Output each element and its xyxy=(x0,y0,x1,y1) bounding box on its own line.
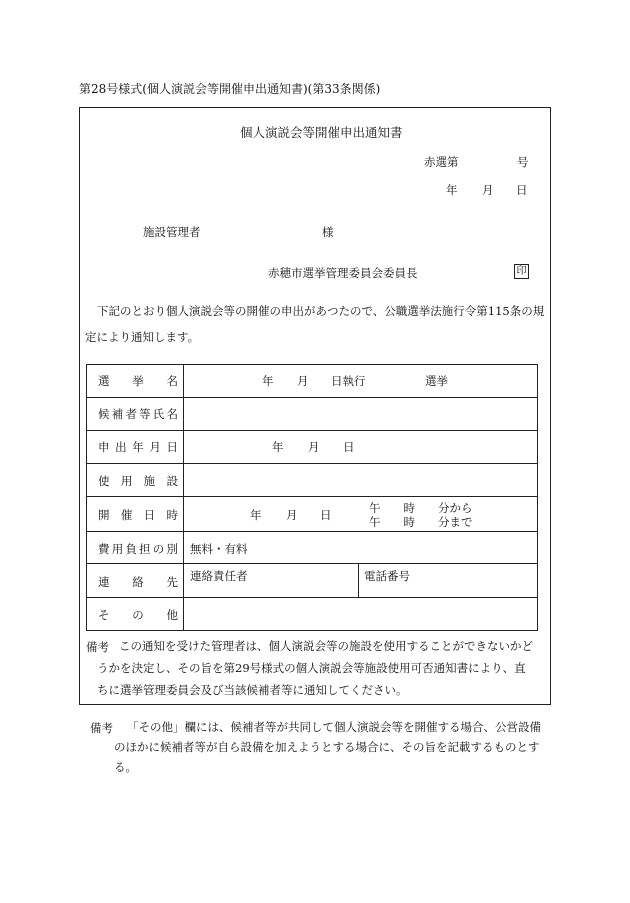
contact-person-label: 連絡責任者 xyxy=(190,569,248,583)
inner-note-line-2: うかを決定し、その旨を第29号様式の個人演説会等施設使用可否通知書により、直 xyxy=(97,661,526,675)
label-char: 補 xyxy=(111,407,124,421)
label-char: 担 xyxy=(139,542,151,556)
label-char: の xyxy=(152,542,165,556)
label-char: 日 xyxy=(166,440,178,454)
label-char: 用 xyxy=(120,474,133,488)
label-char: 開 xyxy=(98,508,110,522)
row-label-event-date xyxy=(98,507,178,523)
label-char: 挙 xyxy=(132,374,144,388)
event-time-to: 午 時 分まで xyxy=(369,515,473,529)
election-year: 年 xyxy=(262,374,274,388)
date-month: 月 xyxy=(482,183,494,197)
label-char: 使 xyxy=(98,474,110,488)
event-year: 年 xyxy=(250,508,262,522)
date-year: 年 xyxy=(446,183,458,197)
row-label-facility xyxy=(98,473,178,489)
body-text-line-2: 定により通知します。 xyxy=(85,330,200,344)
reference-suffix: 号 xyxy=(517,155,529,169)
event-time-from: 午 時 分から xyxy=(369,501,473,515)
form-header: 第28号様式(個人演説会等開催申出通知書)(第33条関係) xyxy=(79,82,381,96)
label-char: 設 xyxy=(166,474,178,488)
inner-note-line-1: この通知を受けた管理者は、個人演説会等の施設を使用することができないかど xyxy=(119,639,533,653)
inner-note-line-3: ちに選挙管理委員会及び当該候補者等に通知してください。 xyxy=(97,683,408,697)
election-day-exec: 日執行 xyxy=(331,374,366,388)
label-char: 名 xyxy=(166,374,178,388)
row-label-candidate xyxy=(98,406,178,422)
cost-option: 無料・有料 xyxy=(190,542,248,556)
request-day: 日 xyxy=(343,440,355,454)
date-day: 日 xyxy=(516,183,528,197)
label-char: 連 xyxy=(98,575,110,589)
document-title: 個人演説会等開催申出通知書 xyxy=(240,125,403,140)
addressee-honorific: 様 xyxy=(322,225,334,239)
label-char: 負 xyxy=(125,542,137,556)
sender-name: 赤穂市選挙管理委員会委員長 xyxy=(268,266,418,280)
reference-prefix: 赤選第 xyxy=(424,155,459,169)
label-char: 先 xyxy=(166,575,178,589)
label-char: 申 xyxy=(98,440,110,454)
label-char: 用 xyxy=(111,542,124,556)
label-char: 氏 xyxy=(152,407,165,421)
label-char: 施 xyxy=(143,474,156,488)
inner-note-label: 備考 xyxy=(86,640,109,654)
election-suffix: 選挙 xyxy=(425,374,448,388)
event-day: 日 xyxy=(320,508,332,522)
label-char: 年 xyxy=(132,440,144,454)
row-label-election xyxy=(98,373,178,389)
label-char: 催 xyxy=(120,508,133,522)
event-month: 月 xyxy=(286,508,298,522)
election-month: 月 xyxy=(297,374,309,388)
row-label-cost xyxy=(98,541,178,557)
request-year: 年 xyxy=(272,440,284,454)
row-label-other xyxy=(98,607,178,623)
label-char: 別 xyxy=(166,542,178,556)
body-text-line-1: 下記のとおり個人演説会等の開催の申出があつたので、公職選挙法施行令第115条の規 xyxy=(97,304,545,318)
label-char: 選 xyxy=(98,374,110,388)
addressee-label: 施設管理者 xyxy=(143,225,201,239)
contact-phone-label: 電話番号 xyxy=(364,569,410,583)
outer-note-label: 備考 xyxy=(90,721,113,735)
row-label-contact xyxy=(98,574,178,590)
label-char: 他 xyxy=(166,608,178,622)
label-char: 日 xyxy=(143,508,156,522)
label-char: 出 xyxy=(115,440,127,454)
label-char: の xyxy=(132,608,144,622)
label-char: 費 xyxy=(98,542,110,556)
label-char: 者 xyxy=(125,407,137,421)
label-char: そ xyxy=(98,608,110,622)
label-char: 時 xyxy=(166,508,178,522)
outer-note-line-3: る。 xyxy=(114,760,137,774)
outer-note-line-1: 「その他」欄には、候補者等が共同して個人演説会等を開催する場合、公営設備 xyxy=(127,720,541,734)
label-char: 月 xyxy=(149,440,161,454)
label-char: 名 xyxy=(166,407,178,421)
seal-mark: 印 xyxy=(514,264,529,279)
row-label-request-date xyxy=(98,439,178,455)
outer-note-line-2: のほかに候補者等が自ら設備を加えようとする場合に、その旨を記載するものとす xyxy=(114,740,540,754)
label-char: 候 xyxy=(98,407,110,421)
request-month: 月 xyxy=(308,440,320,454)
label-char: 等 xyxy=(139,407,151,421)
label-char: 絡 xyxy=(132,575,144,589)
